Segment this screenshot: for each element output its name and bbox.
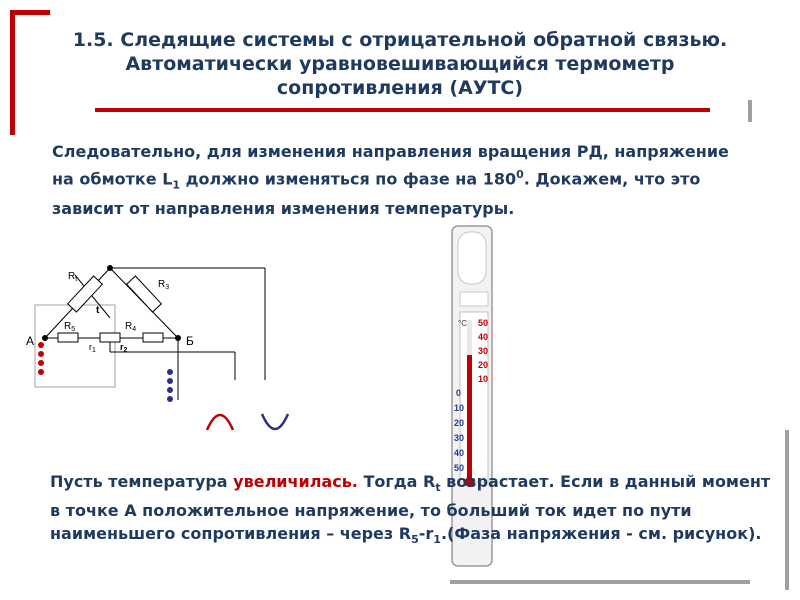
thermo-up-10: 10 [478, 374, 489, 384]
thermo-unit: °C [458, 319, 467, 328]
title-line-3: сопротивления (АУТС) [276, 77, 524, 99]
label-r5: $R_5$ [64, 321, 76, 333]
bottom-sub-1: 1 [433, 533, 441, 547]
resistor-r5 [58, 333, 78, 342]
thermo-low-20: 20 [454, 418, 465, 428]
label-node-a: А [26, 334, 35, 348]
bottom-text-2: Тогда R [357, 472, 436, 491]
bottom-highlight: увеличилась. [233, 472, 358, 491]
thermo-low-40: 40 [454, 448, 465, 458]
bottom-text-5: .(Фаза напряжения - см. рисунок). [440, 524, 762, 544]
red-dots [38, 342, 44, 375]
bottom-text-4: -r [418, 524, 434, 544]
blue-dots [167, 369, 173, 402]
bottom-sub-5: 5 [411, 533, 419, 547]
thermo-low-50: 50 [454, 463, 465, 473]
circuit-frame [35, 305, 115, 387]
thermo-up-30: 30 [478, 346, 489, 356]
phase-arc-positive [207, 415, 233, 430]
node-b-dot [175, 335, 181, 341]
phase-arc-negative [262, 414, 288, 429]
label-node-b: Б [186, 334, 194, 348]
intro-text-3: . Докажем, что это зависит от направления изменения температуры. [52, 169, 701, 218]
resistor-r3 [127, 276, 162, 312]
label-r3: $R_3$ [158, 279, 170, 291]
title-line-1: 1.5. Следящие системы с отрицательной обратной связью. [72, 29, 728, 51]
label-r1: $r_1$ [89, 342, 96, 354]
resistor-r4 [143, 333, 163, 342]
label-r4: $R_4$ [125, 321, 137, 333]
thermo-up-40: 40 [478, 332, 489, 342]
thermo-low-0: 0 [456, 388, 462, 398]
intro-sub-l1: 1 [172, 178, 181, 192]
title-line-2: Автоматически уравновешивающийся термометр [125, 53, 675, 75]
bottom-sub-t: t [435, 481, 441, 495]
bottom-text-3: возрастает. Если в данный момент в точке А положительное напряжение, то больший ток идет по пути наименьшего сопротивления – через R [50, 472, 771, 544]
intro-text-2: должно изменяться по фазе на 180 [180, 169, 517, 189]
thermo-low-10: 10 [454, 403, 465, 413]
resistor-r1-r2 [100, 333, 120, 342]
label-rt: $R_t$ [68, 271, 78, 283]
intro-text-1: Следовательно, для изменения направления вращения РД, напряжение на обмотке L [52, 142, 729, 189]
thermo-up-20: 20 [478, 360, 489, 370]
bottom-text-1: Пусть температура [50, 472, 234, 491]
thermo-up-50: 50 [478, 318, 489, 328]
intro-sup-degree: 0 [516, 168, 524, 181]
node-top [107, 265, 113, 271]
label-t: t [96, 305, 100, 316]
thermo-low-30: 30 [454, 433, 465, 443]
label-r2: $r_2$ [120, 342, 128, 354]
node-a-dot [42, 335, 48, 341]
conclusion-paragraph [50, 470, 775, 551]
